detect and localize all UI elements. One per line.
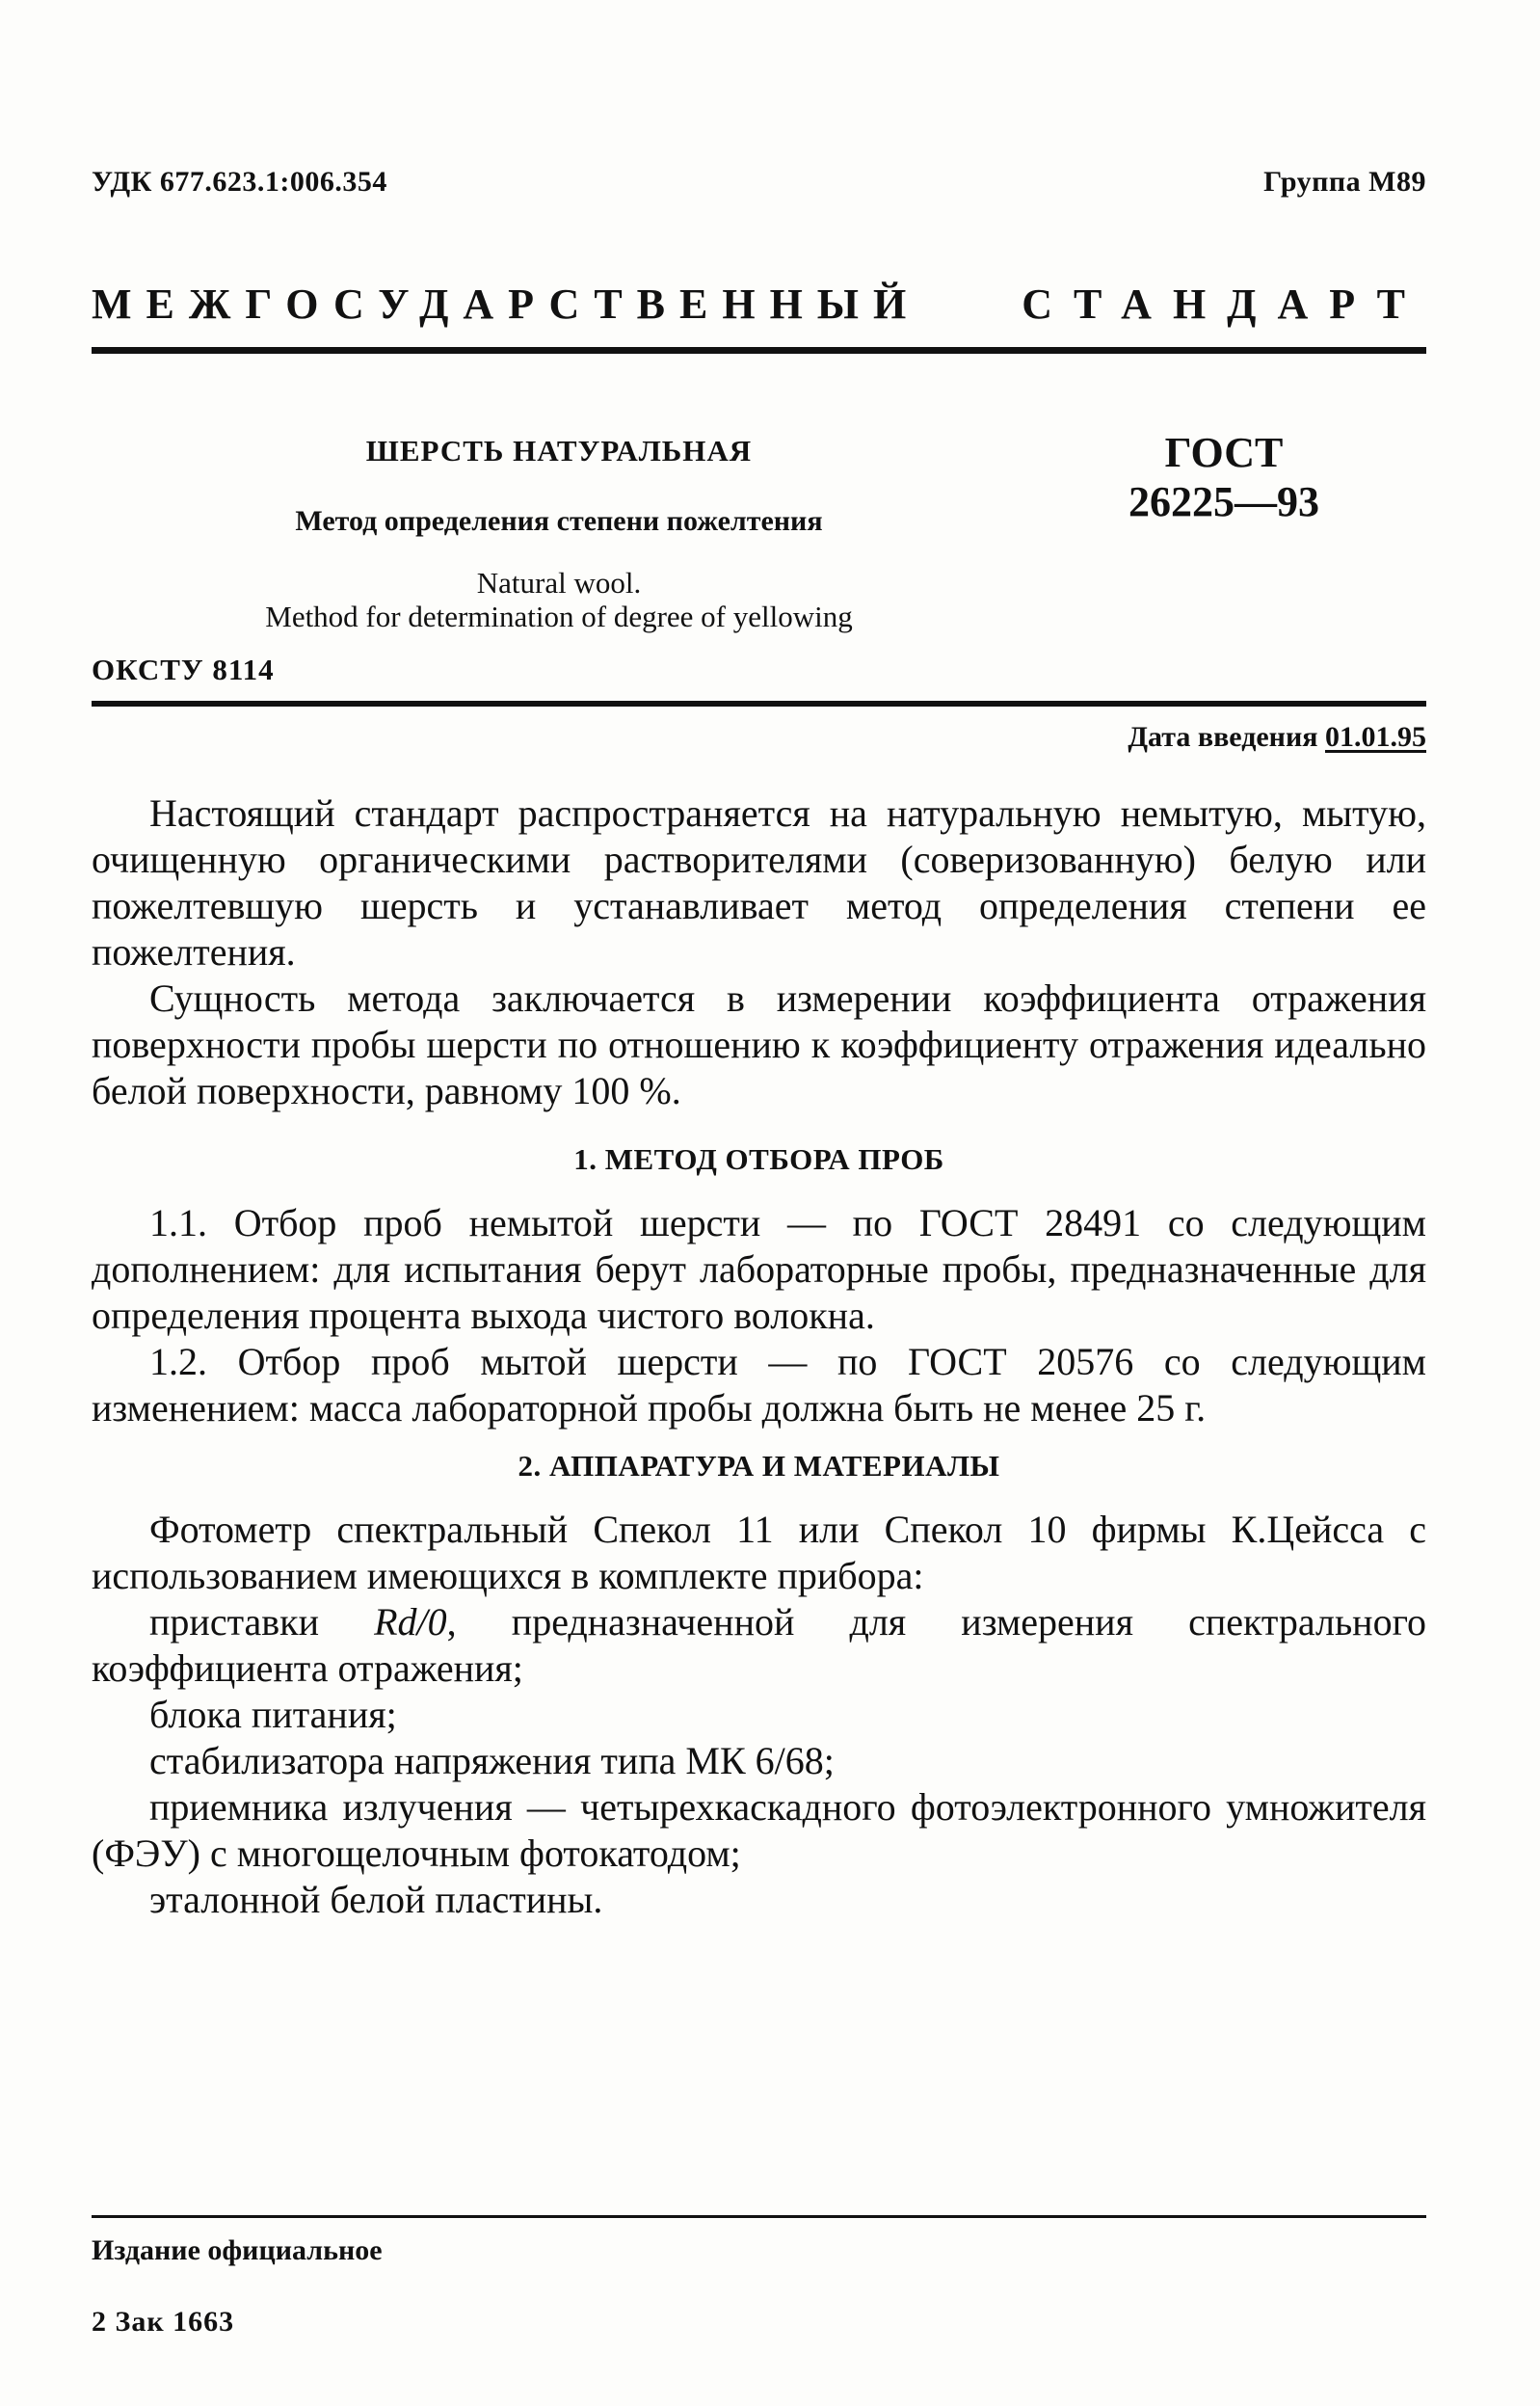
edition-note: Издание официальное <box>92 2234 383 2266</box>
intro-text <box>92 790 1426 1114</box>
item-1-symbol: Rd/0 <box>374 1600 447 1644</box>
date-label: Дата введения <box>1128 721 1318 753</box>
apparatus-item-2: блока питания; <box>149 1693 397 1736</box>
top-rule <box>92 347 1426 354</box>
introduction-date <box>1128 721 1426 754</box>
apparatus-item-1 <box>92 1599 1426 1692</box>
order-number: 2 Зак 1663 <box>92 2306 235 2338</box>
section-2-heading: 2. АППАРАТУРА И МАТЕРИАЛЫ <box>518 1449 1000 1483</box>
date-value: 01.01.95 <box>1325 721 1426 753</box>
apparatus-item-3: стабилизатора напряжения типа МК 6/68; <box>149 1739 835 1782</box>
gost-number: 26225—93 <box>1128 477 1319 525</box>
clause-1-1: 1.1. Отбор проб немытой шерсти — по ГОСТ 28491 со следующим дополнением: для испытания берут лабораторные пробы, предназначенные для определения процента выхода чистого волокна. <box>92 1201 1426 1337</box>
standard-banner <box>92 280 1426 329</box>
banner-right: СТАНДАРТ <box>1022 281 1426 328</box>
standard-title: ШЕРСТЬ НАТУРАЛЬНАЯ <box>365 434 753 468</box>
apparatus-item-5: эталонной белой пластины. <box>149 1878 603 1921</box>
intro-paragraph-2: Сущность метода заключается в измерении коэффициента отражения поверхности пробы шерсти по отношению к коэффициенту отражения идеально белой поверхности, равному 100 %. <box>92 976 1426 1112</box>
okstu-code: ОКСТУ 8114 <box>92 653 275 686</box>
intro-paragraph-1: Настоящий стандарт распространяется на натуральную немытую, мытую, очищенную органическими растворителями (соверизованную) белую или пожелтевшую шерсть и устанавливает метод определения степени ее пожелтения. <box>92 791 1426 974</box>
section-2-text <box>92 1507 1426 1923</box>
apparatus-intro: Фотометр спектральный Спекол 11 или Спекол 10 фирмы К.Цейсса с использованием имеющихся в комплекте прибора: <box>92 1508 1426 1597</box>
item-1-suffix: , предназначенной для измерения спектрального коэффициента отражения; <box>92 1600 1426 1690</box>
gost-designation <box>1079 429 1368 526</box>
clause-1-2: 1.2. Отбор проб мытой шерсти — по ГОСТ 20576 со следующим изменением: масса лабораторной пробы должна быть не менее 25 г. <box>92 1340 1426 1430</box>
banner-left: МЕЖГОСУДАРСТВЕННЫЙ <box>92 281 921 328</box>
section-1-heading: 1. МЕТОД ОТБОРА ПРОБ <box>573 1142 944 1176</box>
title-rule <box>92 701 1426 707</box>
section-1-text <box>92 1200 1426 1431</box>
item-1-prefix: приставки <box>149 1600 375 1644</box>
group-code: Группа М89 <box>1263 166 1426 198</box>
footer-rule <box>92 2215 1426 2218</box>
gost-label: ГОСТ <box>1164 429 1284 476</box>
standard-subtitle: Метод определения степени пожелтения <box>295 505 823 537</box>
udk-code: УДК 677.623.1:006.354 <box>92 166 387 198</box>
english-title-line2: Method for determination of degree of yellowing <box>265 600 853 633</box>
apparatus-item-4: приемника излучения — четырехкаскадного фотоэлектронного умножителя (ФЭУ) с многощелочным фотокатодом; <box>92 1785 1426 1875</box>
english-title-line1: Natural wool. <box>476 566 642 600</box>
